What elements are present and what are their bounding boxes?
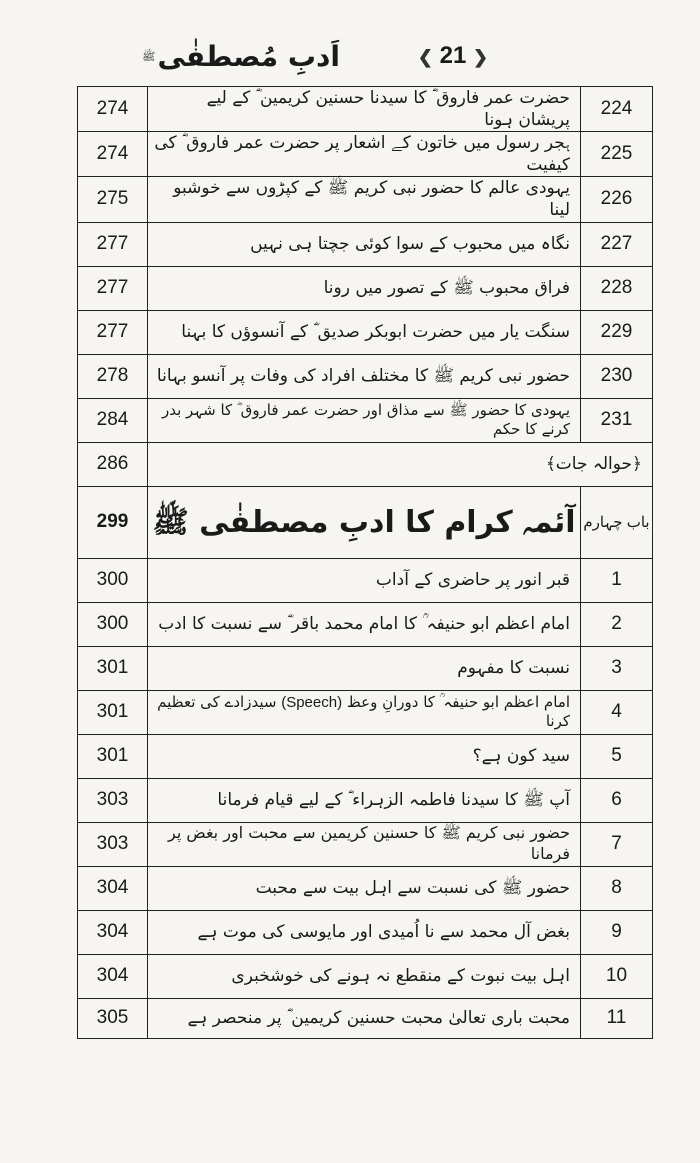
toc-row: [78, 354, 653, 398]
toc-title: محبت باری تعالیٰ محبت حسنین کریمین ؓ پر منحصر ہے: [148, 998, 581, 1038]
toc-row: [78, 778, 653, 822]
toc-title: سنگت یار میں حضرت ابوبکر صدیق ؓ کے آنسوؤں کا بہنا: [148, 310, 581, 354]
toc-number: 231: [581, 398, 653, 442]
chapter-title: آئمہ کرام کا ادبِ مصطفٰی ﷺ: [148, 486, 581, 558]
toc-title: ہجر رسول میں خاتون کے اشعار پر حضرت عمر فاروق ؓ کی کیفیت: [148, 132, 581, 177]
chapter-row: [78, 486, 653, 558]
toc-number: 226: [581, 177, 653, 222]
toc-number: 225: [581, 132, 653, 177]
toc-row: [78, 910, 653, 954]
toc-title: نسبت کا مفہوم: [148, 646, 581, 690]
toc-row: [78, 558, 653, 602]
toc-number: 7: [581, 822, 653, 866]
toc-title: حضرت عمر فاروق ؓ کا سیدنا حسنین کریمین ؓ کے لیے پریشان ہونا: [148, 87, 581, 132]
toc-page: 304: [78, 910, 148, 954]
toc-row: [78, 398, 653, 442]
toc-row: [78, 132, 653, 177]
toc-number: 228: [581, 266, 653, 310]
toc-page: 304: [78, 954, 148, 998]
toc-page: 278: [78, 354, 148, 398]
toc-title: حضور نبی کریم ﷺ کا مختلف افراد کی وفات پر آنسو بہانا: [148, 354, 581, 398]
toc-title: [148, 690, 581, 734]
salutation-mark: ﷺ: [142, 50, 156, 63]
toc-page: 303: [78, 778, 148, 822]
toc-title: نگاہ میں محبوب کے سوا کوئی جچتا ہی نہیں: [148, 222, 581, 266]
chapter-page: 299: [78, 486, 148, 558]
toc-title: حضور ﷺ کی نسبت سے اہل بیت سے محبت: [148, 866, 581, 910]
toc-title: یہودی عالم کا حضور نبی کریم ﷺ کے کپڑوں سے خوشبو لینا: [148, 177, 581, 222]
toc-page: 274: [78, 87, 148, 132]
page-number-text: 21: [439, 42, 467, 69]
toc-row: [78, 998, 653, 1038]
toc-row: [78, 954, 653, 998]
toc-number: 2: [581, 602, 653, 646]
toc-number: 224: [581, 87, 653, 132]
page-header: [0, 30, 700, 90]
toc-row: [78, 266, 653, 310]
toc-page: 277: [78, 310, 148, 354]
toc-row: [78, 822, 653, 866]
running-title-text: اَدبِ مُصطفٰی: [157, 40, 340, 73]
toc-row: [78, 690, 653, 734]
toc-page: 277: [78, 222, 148, 266]
toc-number: 9: [581, 910, 653, 954]
ornament-right-icon: ❯: [473, 47, 489, 67]
toc-number: 11: [581, 998, 653, 1038]
chapter-label: باب چہارم: [581, 486, 653, 558]
toc-page: 303: [78, 822, 148, 866]
toc-page: 277: [78, 266, 148, 310]
toc-row: [78, 87, 653, 132]
toc-number: 3: [581, 646, 653, 690]
running-title: [140, 40, 340, 73]
toc-page: 286: [78, 442, 148, 486]
toc-number: 227: [581, 222, 653, 266]
toc-page: 305: [78, 998, 148, 1038]
toc-page: 301: [78, 734, 148, 778]
toc-title: فراق محبوب ﷺ کے تصور میں رونا: [148, 266, 581, 310]
toc-number: 5: [581, 734, 653, 778]
toc-number: 10: [581, 954, 653, 998]
toc-title-part: سیدزادے کی تعظیم کرنا: [157, 692, 570, 731]
ornament-left-icon: ❮: [417, 47, 433, 67]
toc-title: امام اعظم ابو حنیفہ ؒ کا امام محمد باقر ؓ سے نسبت کا ادب: [148, 602, 581, 646]
toc-row: [78, 177, 653, 222]
toc-title: بغض آل محمد سے نا اُمیدی اور مایوسی کی موت ہے: [148, 910, 581, 954]
toc-page: 304: [78, 866, 148, 910]
toc-row: [78, 222, 653, 266]
toc-number: 6: [581, 778, 653, 822]
toc-title-latin: (Speech): [281, 693, 343, 711]
toc-page: 300: [78, 602, 148, 646]
toc-row: [78, 442, 653, 486]
toc-page: 301: [78, 646, 148, 690]
toc-title: اہل بیت نبوت کے منقطع نہ ہونے کی خوشخبری: [148, 954, 581, 998]
toc-title: یہودی کا حضور ﷺ سے مذاق اور حضرت عمر فاروق ؓ کا شہر بدر کرنے کا حکم: [148, 398, 581, 442]
toc-title-part: امام اعظم ابو حنیفہ ؒ کا دورانِ وعظ: [346, 692, 570, 711]
toc-row: [78, 646, 653, 690]
toc-number: 4: [581, 690, 653, 734]
toc-number: 230: [581, 354, 653, 398]
toc-number: 229: [581, 310, 653, 354]
toc-page: 301: [78, 690, 148, 734]
toc-title: حضور نبی کریم ﷺ کا حسنین کریمین سے محبت اور بغض پر فرمانا: [148, 822, 581, 866]
toc-row: [78, 866, 653, 910]
toc-number: 1: [581, 558, 653, 602]
table-of-contents: [77, 86, 653, 1039]
toc-page: 275: [78, 177, 148, 222]
toc-page: 274: [78, 132, 148, 177]
toc-page: 300: [78, 558, 148, 602]
toc-row: [78, 602, 653, 646]
toc-title-references: ﴿حوالہ جات﴾: [148, 442, 653, 486]
toc-row: [78, 310, 653, 354]
toc-row: [78, 734, 653, 778]
toc-page: 284: [78, 398, 148, 442]
page-number: [403, 42, 503, 70]
toc-title: سید کون ہے؟: [148, 734, 581, 778]
toc-number: 8: [581, 866, 653, 910]
toc-title: آپ ﷺ کا سیدنا فاطمہ الزہراء ؓ کے لیے قیام فرمانا: [148, 778, 581, 822]
toc-title: قبر انور پر حاضری کے آداب: [148, 558, 581, 602]
